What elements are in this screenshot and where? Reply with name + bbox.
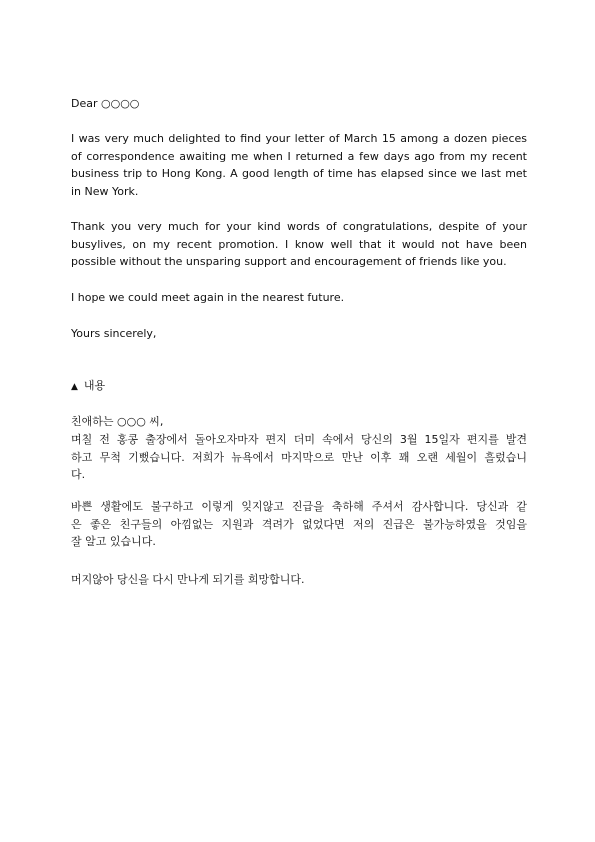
- paragraph-line: 다.: [71, 468, 86, 481]
- greeting-line: 친애하는 ○○○ 씨,: [71, 415, 164, 428]
- paragraph-line: in New York.: [71, 184, 139, 198]
- english-closing: [71, 325, 527, 343]
- english-greeting: [71, 95, 527, 113]
- paragraph-line: I was very much delighted to find your letter of March 15 among a dozen pieces: [71, 132, 527, 145]
- paragraph-line: busylives, on my recent promotion. I know well that it would not have been: [71, 237, 527, 251]
- paragraph-line: Thank you very much for your kind words of congratulations, despite of your: [71, 220, 527, 233]
- section-heading: [71, 377, 527, 395]
- english-paragraph-1: [71, 130, 527, 200]
- greeting-line: Dear ○○○○: [71, 97, 140, 110]
- triangle-up-icon: ▲: [71, 382, 78, 392]
- paragraph-line: 며칠 전 홍콩 출장에서 돌아오자마자 편지 더미 속에서 당신의 3월 15일자 편지를 발견: [71, 433, 527, 446]
- english-paragraph-2: [71, 218, 527, 271]
- paragraph-line: 머지않아 당신을 다시 만나게 되기를 희망합니다.: [71, 573, 305, 586]
- korean-greeting: [71, 413, 527, 431]
- korean-paragraph-2: [71, 498, 527, 551]
- korean-paragraph-1: [71, 431, 527, 484]
- english-paragraph-3: [71, 289, 527, 307]
- korean-paragraph-3: [71, 571, 527, 589]
- section-title: 내용: [83, 379, 106, 392]
- paragraph-line: 하고 무척 기뻤습니다. 저희가 뉴욕에서 마지막으로 만난 이후 꽤 오랜 세월이 흘렀습니: [71, 450, 527, 464]
- paragraph-line: possible without the unsparing support and encouragement of friends like you.: [71, 255, 507, 268]
- paragraph-line: I hope we could meet again in the nearest future.: [71, 291, 345, 304]
- paragraph-line: of correspondence awaiting me when I returned a few days ago from my recent: [71, 149, 527, 163]
- paragraph-line: 바쁜 생활에도 불구하고 이렇게 잊지않고 진급을 축하해 주셔서 감사합니다. 당신과 같: [71, 500, 527, 513]
- paragraph-line: 은 좋은 친구들의 아낌없는 지원과 격려가 없었다면 저의 진급은 불가능하였을 것임을: [71, 517, 527, 531]
- paragraph-line: 잘 알고 있습니다.: [71, 535, 156, 548]
- paragraph-line: business trip to Hong Kong. A good length of time has elapsed since we last met: [71, 167, 527, 180]
- closing-line: Yours sincerely,: [71, 327, 157, 340]
